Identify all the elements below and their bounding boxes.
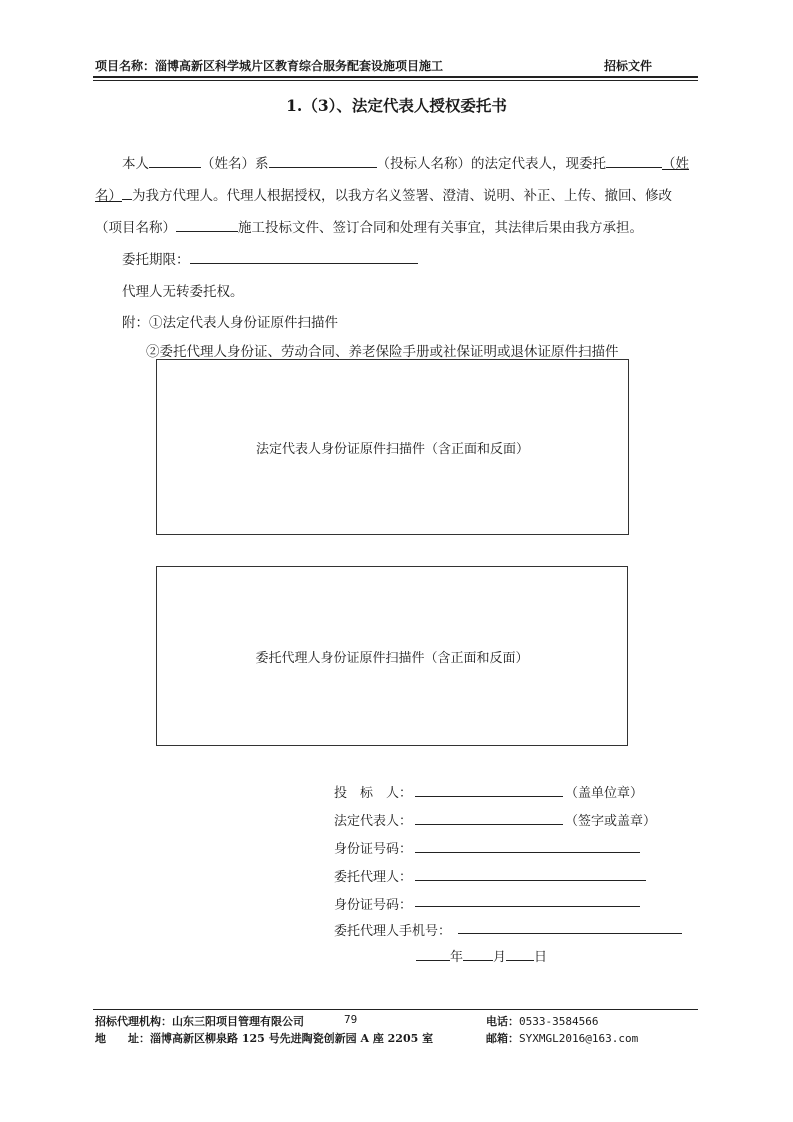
agency-label: 招标代理机构： (95, 1015, 172, 1028)
agent-phone-field[interactable] (458, 933, 682, 934)
id-number-field-1[interactable] (415, 852, 640, 853)
footer-agency (95, 1013, 304, 1029)
bidder-name-blank[interactable] (269, 153, 377, 168)
paragraph-line-3 (95, 216, 643, 236)
bidder-label: 投 标 人： (334, 786, 413, 801)
page-number-text: 79 (344, 1013, 358, 1026)
attachment-2: ②委托代理人身份证、劳动合同、养老保险手册或社保证明或退休证原件扫描件 (146, 344, 619, 360)
footer-phone (486, 1013, 598, 1029)
page-number (344, 1013, 357, 1026)
id-number-field-2[interactable] (415, 906, 640, 907)
date-line (416, 946, 547, 965)
footer-rule (93, 1009, 698, 1010)
legal-rep-note: （签字或盖章） (565, 814, 657, 829)
legal-rep-label: 法定代表人： (334, 814, 413, 829)
agent-phone-label: 委托代理人手机号： (334, 924, 452, 939)
term-line (122, 248, 418, 268)
paragraph-line-2 (95, 184, 672, 204)
text-segment: （姓名）系 (201, 156, 269, 172)
term-blank[interactable] (190, 249, 418, 264)
term-label: 委托期限： (122, 252, 190, 268)
paragraph-line-1-end (606, 152, 689, 172)
id-number-label-1: 身份证号码： (334, 842, 413, 857)
attachment-1: 附：①法定代表人身份证原件扫描件 (122, 315, 338, 331)
paragraph-line-1 (122, 152, 606, 172)
text-segment: （项目名称） (95, 220, 176, 236)
agent-name-blank[interactable] (606, 153, 662, 168)
text-segment: （姓 (662, 156, 689, 172)
no-subdelegation-text: 代理人无转委托权。 (122, 284, 244, 300)
text-segment: 施工投标文件、签订合同和处理有关事宜，其法律后果由我方承担。 (238, 220, 643, 236)
underline-gap (122, 185, 132, 200)
text-segment: （投标人名称）的法定代表人，现委托 (376, 156, 606, 172)
agent-label: 委托代理人： (334, 870, 413, 885)
agent-id-scan-label: 委托代理人身份证原件扫描件（含正面和反面） (255, 650, 529, 666)
day-field[interactable] (506, 946, 534, 961)
legal-rep-field[interactable] (415, 824, 563, 825)
phone-label: 电话： (486, 1015, 519, 1028)
header-doc-type: 招标文件 (604, 59, 653, 73)
address-label: 地 址： (95, 1032, 150, 1045)
name-blank[interactable] (149, 153, 201, 168)
address-text: 淄博高新区柳泉路 125 号先进陶瓷创新园 A 座 2205 室 (150, 1032, 434, 1045)
id-number-label-2: 身份证号码： (334, 898, 413, 913)
email-text[interactable]: SYXMGL2016@163.com (519, 1032, 639, 1045)
legal-rep-id-scan-box (156, 359, 629, 535)
bidder-field[interactable] (415, 796, 563, 797)
year-label: 年 (450, 950, 464, 965)
agency-name: 山东三阳项目管理有限公司 (172, 1015, 304, 1028)
header-rule-thick (93, 76, 698, 78)
agent-id-scan-box (156, 566, 628, 746)
agent-field[interactable] (415, 880, 646, 881)
phone-number: 0533-3584566 (519, 1015, 599, 1028)
project-name-blank[interactable] (176, 217, 238, 232)
month-label: 月 (493, 950, 507, 965)
text-segment: 本人 (122, 156, 149, 172)
page-title: 1.（3）、法定代表人授权委托书 (286, 96, 507, 115)
text-segment: 为我方代理人。代理人根据授权，以我方名义签署、澄清、说明、补正、上传、撤回、修改 (132, 188, 672, 204)
month-field[interactable] (463, 946, 493, 961)
footer-email (486, 1030, 638, 1046)
bidder-note: （盖单位章） (565, 786, 644, 801)
text-segment: 名） (95, 188, 122, 204)
footer-address (95, 1030, 433, 1046)
legal-rep-id-scan-label: 法定代表人身份证原件扫描件（含正面和反面） (255, 441, 529, 457)
email-label: 邮箱： (486, 1032, 519, 1045)
year-field[interactable] (416, 946, 450, 961)
header-rule-thin (93, 80, 698, 81)
day-label: 日 (534, 950, 548, 965)
header-project-name: 项目名称：淄博高新区科学城片区教育综合服务配套设施项目施工 (95, 59, 444, 73)
